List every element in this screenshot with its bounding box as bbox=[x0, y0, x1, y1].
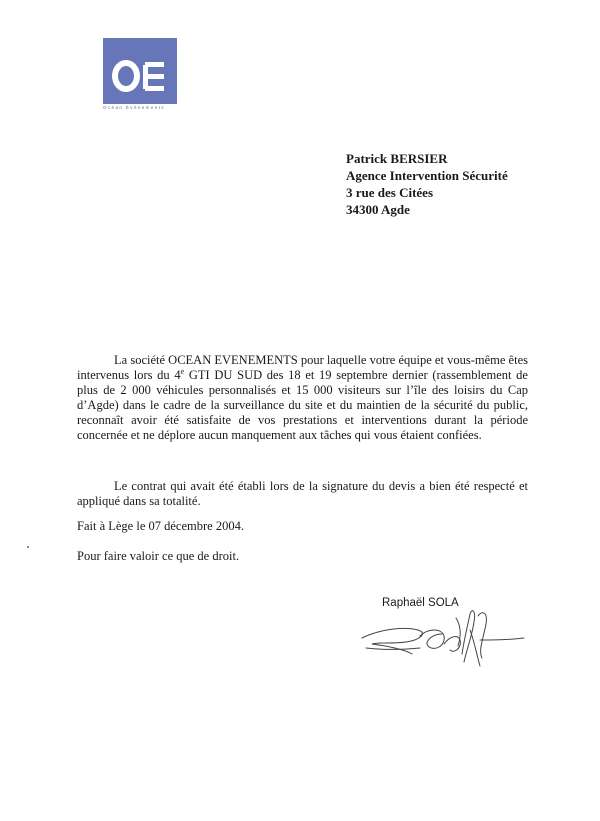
place-and-date: Fait à Lège le 07 décembre 2004. bbox=[77, 519, 244, 533]
ordinal-suffix: e bbox=[180, 367, 185, 376]
body-paragraph-2: Le contrat qui avait été établi lors de la signature du devis a bien été respecté et appliqué dans sa totalité. bbox=[77, 479, 528, 508]
p1-text-end: GTI DU SUD des 18 et 19 septembre dernier (rassemblement de plus de 2 000 véhicules personnalisés et 15 000 visiteurs sur l’île des loisirs du Cap d’Agde) dans le cadre de la surveillance du site et du maintien de la sécurité du public, reconnaît avoir été satisfaite de vos prestations et interventions durant la période concernée et ne déplore aucun manquement aux tâches qui vous étaient confiées. bbox=[77, 368, 528, 442]
company-logo bbox=[103, 38, 177, 104]
handwritten-signature-icon bbox=[358, 600, 528, 672]
recipient-street: 3 rue des Citées bbox=[346, 185, 434, 200]
scan-speck bbox=[27, 546, 29, 548]
closing-formula: Pour faire valoir ce que de droit. bbox=[77, 549, 240, 563]
p1-text-start: La société OCEAN EVENEMENTS pour laquelle votre équipe et vous-même êtes intervenus lors du 4 bbox=[77, 353, 528, 382]
recipient-company: Agence Intervention Sécurité bbox=[346, 168, 508, 183]
recipient-address bbox=[346, 150, 508, 218]
recipient-city: 34300 Agde bbox=[346, 202, 410, 217]
logo-caption: Océan Événements bbox=[103, 105, 165, 110]
recipient-name: Patrick BERSIER bbox=[346, 151, 448, 166]
oe-logo-icon bbox=[103, 38, 177, 104]
body-paragraph-1 bbox=[77, 353, 528, 443]
signer-name: Raphaël SOLA bbox=[382, 597, 459, 609]
